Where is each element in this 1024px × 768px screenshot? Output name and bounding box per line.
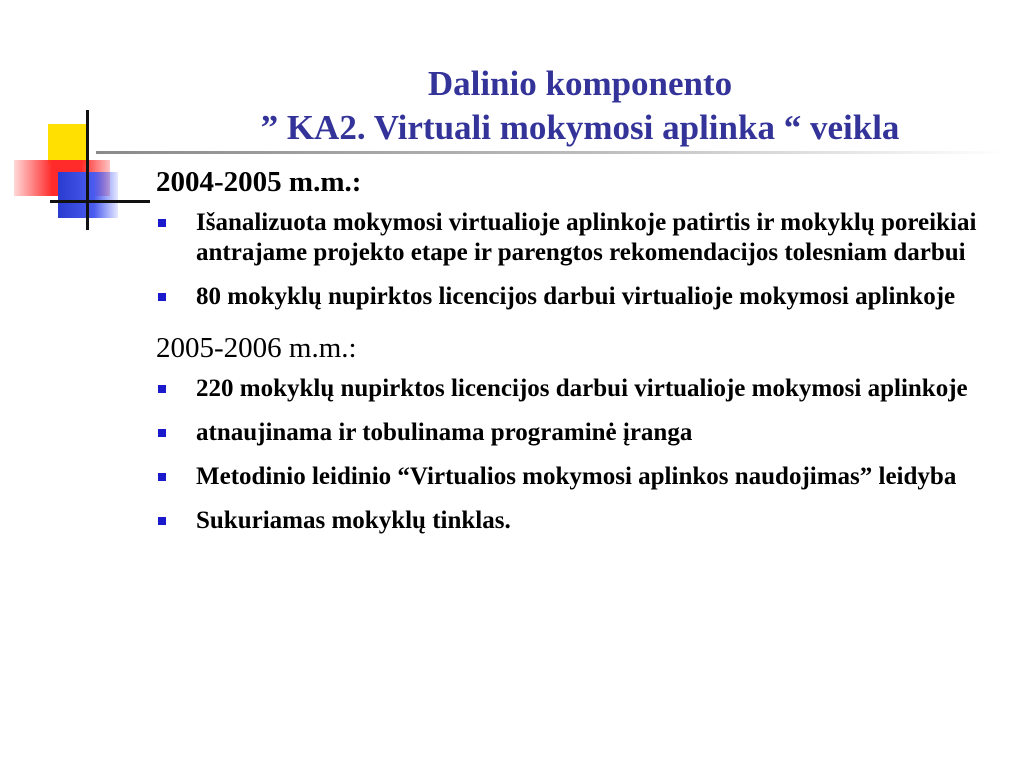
section-heading-2004: 2004-2005 m.m.: bbox=[156, 166, 362, 198]
list-item-text: 80 mokyklų nupirktos licencijos darbui virtualioje mokymosi aplinkoje bbox=[196, 283, 956, 310]
list-item-text: Sukuriamas mokyklų tinklas. bbox=[196, 507, 511, 534]
list-item-text: Išanalizuota mokymosi virtualioje aplinkoje patirtis ir mokyklų poreikiai antrajame projekto etape ir parengtos rekomendacijos tolesniam darbui bbox=[196, 209, 977, 266]
bullet-icon bbox=[158, 517, 166, 525]
title-line-2: ” KA2. Virtuali mokymosi aplinka “ veikla bbox=[260, 108, 900, 147]
list-item bbox=[156, 208, 1008, 268]
bullet-icon bbox=[158, 293, 166, 301]
bullet-list-2004 bbox=[156, 208, 1008, 312]
list-item-text: 220 mokyklų nupirktos licencijos darbui virtualioje mokymosi aplinkoje bbox=[196, 375, 968, 402]
list-item bbox=[156, 462, 1008, 492]
list-item bbox=[156, 506, 1008, 536]
bullet-icon bbox=[158, 219, 166, 227]
title-divider bbox=[96, 151, 1006, 154]
slide-title bbox=[160, 62, 1000, 150]
list-item bbox=[156, 374, 1008, 404]
section-heading-2005: 2005-2006 m.m.: bbox=[156, 332, 357, 364]
vertical-line-shape bbox=[86, 110, 89, 230]
bullet-icon bbox=[158, 429, 166, 437]
list-item bbox=[156, 418, 1008, 448]
list-item-text: atnaujinama ir tobulinama programinė įranga bbox=[196, 419, 693, 446]
horizontal-line-shape bbox=[50, 200, 150, 203]
bullet-icon bbox=[158, 385, 166, 393]
list-item bbox=[156, 282, 1008, 312]
title-line-1: Dalinio komponento bbox=[427, 64, 733, 103]
bullet-list-2005 bbox=[156, 374, 1008, 536]
decorative-logo bbox=[0, 100, 150, 235]
bullet-icon bbox=[158, 473, 166, 481]
list-item-text: Metodinio leidinio “Virtualios mokymosi aplinkos naudojimas” leidyba bbox=[196, 463, 957, 490]
yellow-square-shape bbox=[48, 124, 88, 164]
slide-body bbox=[156, 164, 1008, 550]
